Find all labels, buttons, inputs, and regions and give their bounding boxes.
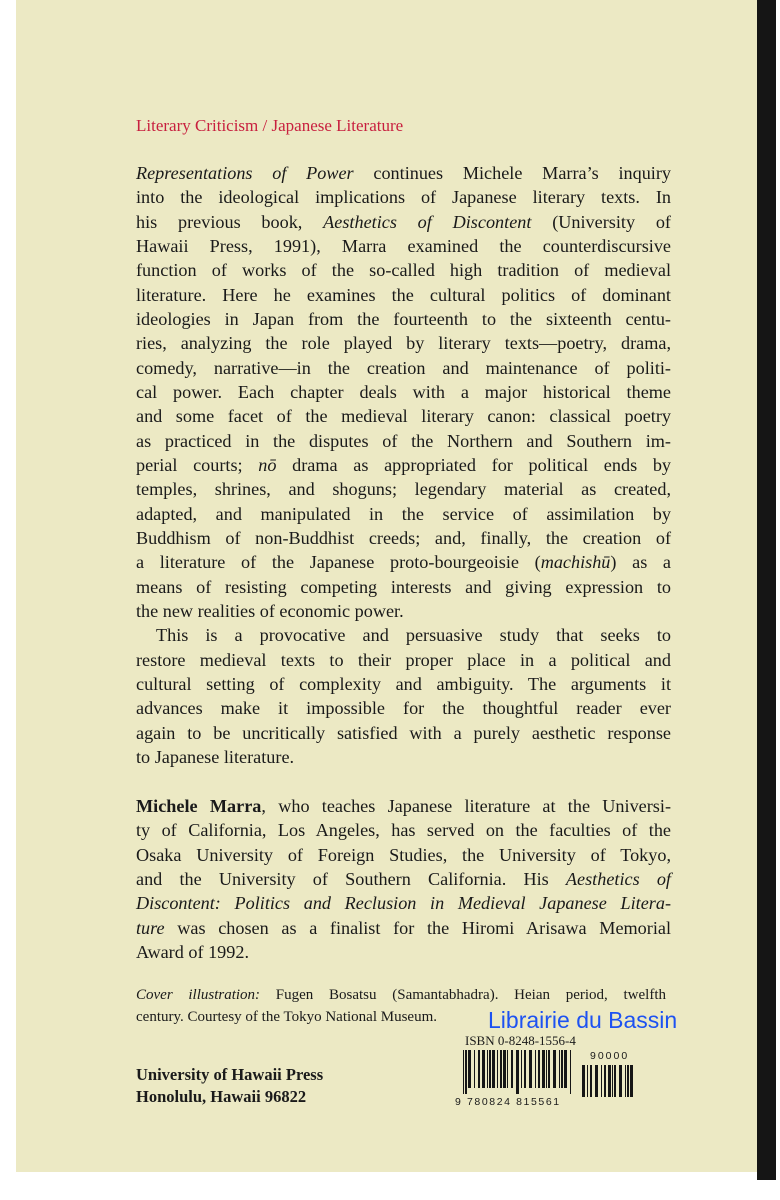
barcode-bar [521, 1050, 522, 1088]
text-segment: his previous book, [136, 211, 324, 232]
text-line [136, 984, 666, 1006]
barcode-bar [564, 1050, 567, 1088]
barcode-bar [630, 1065, 633, 1097]
text-segment: and the University of Southern California. His [136, 868, 566, 889]
text-line [136, 454, 671, 476]
text-segment: was chosen as a finalist for the Hiromi Arisawa Memorial [164, 917, 671, 938]
barcode-bar [497, 1050, 498, 1088]
barcode-bar [608, 1065, 611, 1097]
barcode-bar [561, 1050, 563, 1088]
barcode-bar [507, 1050, 508, 1088]
text-line [136, 405, 671, 427]
text-segment: ty of California, Los Angeles, has served on the faculties of the [136, 820, 671, 841]
barcode-bar [582, 1065, 585, 1097]
text-line [136, 673, 671, 695]
addon-number: 90000 [590, 1050, 630, 1062]
barcode-bar [503, 1050, 506, 1088]
text-line [136, 284, 671, 306]
text-segment: Representations of Power [136, 163, 354, 183]
text-segment: (University of [531, 211, 671, 232]
text-segment: function of works of the so-called high tradition of medieval [136, 260, 671, 281]
text-segment: , who teaches Japanese literature at the Universi- [261, 796, 671, 816]
text-line [136, 844, 671, 866]
text-segment: cal power. Each chapter deals with a major historical theme [136, 381, 671, 402]
barcode-bar [601, 1065, 602, 1097]
text-segment: restore medieval texts to their proper place in a political and [136, 649, 671, 670]
text-line [136, 235, 671, 257]
barcode-bar [627, 1065, 629, 1097]
barcode-bar [619, 1065, 622, 1097]
barcode-bar [468, 1050, 471, 1088]
barcode-bar [614, 1065, 616, 1097]
text-segment: nō [258, 454, 277, 475]
text-line [136, 527, 671, 549]
barcode-bar [590, 1065, 592, 1097]
book-spine-edge [757, 0, 776, 1180]
barcode-bar [538, 1050, 540, 1088]
text-line [136, 722, 671, 744]
text-line [136, 649, 671, 671]
barcode-bar [559, 1050, 560, 1088]
addon-barcode [582, 1065, 634, 1103]
text-line [136, 211, 671, 233]
text-line [136, 332, 671, 354]
text-segment: ) as a [610, 552, 671, 573]
text-line [136, 819, 671, 841]
barcode-bar [542, 1050, 545, 1088]
text-segment: continues Michele Marra’s inquiry [353, 163, 671, 183]
watermark: Librairie du Bassin [488, 1007, 678, 1033]
text-segment: into the ideological implications of Japanese literary texts. In [136, 187, 671, 208]
text-segment: adapted, and manipulated in the service of assimilation by [136, 503, 671, 524]
category-label: Literary Criticism / Japanese Literature [136, 116, 404, 135]
text-line [136, 308, 671, 330]
text-segment: Osaka University of Foreign Studies, the University of Tokyo, [136, 844, 671, 865]
text-segment: a literature of the Japanese proto-bourgeoisie ( [136, 552, 541, 573]
text-segment: Hawaii Press, 1991), Marra examined the counterdiscursive [136, 235, 671, 256]
publisher-address: Honolulu, Hawaii 96822 [136, 1087, 307, 1106]
text-segment: means of resisting competing interests and giving expression to [136, 576, 671, 597]
text-segment: and some facet of the medieval literary canon: classical poetry [136, 406, 671, 427]
text-segment: again to be uncritically satisfied with a purely aesthetic response [136, 722, 671, 743]
text-line [136, 162, 671, 184]
text-segment: comedy, narrative—in the creation and maintenance of politi- [136, 357, 671, 378]
barcode-number: 9 780824 815561 [455, 1096, 561, 1108]
text-line [136, 795, 671, 817]
text-line [136, 697, 671, 719]
barcode-bar [612, 1065, 613, 1097]
text-segment: ideologies in Japan from the fourteenth to the sixteenth centu- [136, 308, 671, 329]
text-segment: Aesthetics of [565, 868, 671, 889]
barcode-bar [548, 1050, 550, 1088]
barcode-bar [587, 1065, 588, 1097]
text-segment: Michele Marra [136, 796, 262, 816]
barcode-bar [487, 1050, 488, 1088]
barcode-bar [500, 1050, 502, 1088]
text-line [136, 259, 671, 281]
barcode-bar [465, 1050, 467, 1094]
text-line [136, 941, 671, 963]
text-line [156, 624, 671, 646]
barcode-bar [511, 1050, 513, 1088]
text-segment: drama as appropriated for political ends by [276, 454, 672, 475]
barcode-bar [604, 1065, 606, 1097]
barcode-bar [529, 1050, 532, 1088]
text-segment: to Japanese literature. [136, 746, 295, 767]
barcode-bar [570, 1050, 571, 1094]
text-line [136, 357, 671, 379]
text-segment: temples, shrines, and shoguns; legendary material as created, [136, 479, 671, 500]
text-segment: cultural setting of complexity and ambiguity. The arguments it [136, 673, 671, 694]
barcode [463, 1050, 573, 1094]
text-line [136, 551, 671, 573]
barcode-bar [625, 1065, 626, 1097]
isbn: ISBN 0-8248-1556-4 [465, 1033, 576, 1048]
barcode-bar [489, 1050, 491, 1088]
barcode-bar [535, 1050, 536, 1088]
text-line [136, 917, 671, 939]
barcode-bar [482, 1050, 485, 1088]
barcode-bar [553, 1050, 556, 1088]
text-line [136, 600, 671, 622]
text-line [136, 186, 671, 208]
barcode-bar [492, 1050, 495, 1088]
text-line [136, 892, 671, 914]
text-line [136, 746, 671, 768]
publisher-name: University of Hawaii Press [136, 1065, 324, 1084]
text-line [136, 478, 671, 500]
text-segment: as practiced in the disputes of the Northern and Southern im- [136, 430, 671, 451]
barcode-bar [595, 1065, 598, 1097]
text-segment: century. Courtesy of the Tokyo National Museum. [136, 1009, 437, 1025]
barcode-bar [524, 1050, 526, 1088]
text-segment: machishū [540, 552, 611, 573]
text-segment: This is a provocative and persuasive study that seeks to [156, 625, 671, 646]
text-line [136, 381, 671, 403]
text-line [136, 503, 671, 525]
text-line [136, 430, 671, 452]
barcode-bar [474, 1050, 475, 1088]
text-segment: perial courts; [136, 454, 259, 475]
text-segment: advances make it impossible for the thoughtful reader ever [136, 698, 671, 719]
text-segment: Discontent: Politics and Reclusion in Medieval Japanese Litera- [136, 893, 671, 914]
text-segment: Aesthetics of Discontent [323, 211, 532, 232]
text-segment: Cover illustration: [136, 987, 261, 1003]
text-segment: the new realities of economic power. [136, 600, 404, 621]
text-segment: ries, analyzing the role played by literary texts—poetry, drama, [136, 333, 671, 354]
barcode-bar [516, 1050, 519, 1094]
text-segment: Fugen Bosatsu (Samantabhadra). Heian period, twelfth [260, 987, 666, 1003]
text-segment: literature. Here he examines the cultural politics of dominant [136, 284, 671, 305]
text-segment: Award of 1992. [136, 941, 249, 962]
text-segment: ture [136, 917, 165, 938]
text-line [136, 576, 671, 598]
barcode-bar [478, 1050, 480, 1088]
barcode-bar [546, 1050, 547, 1088]
barcode-bar [463, 1050, 464, 1094]
text-segment: Buddhism of non-Buddhist creeds; and, finally, the creation of [136, 527, 671, 548]
text-line [136, 868, 671, 890]
